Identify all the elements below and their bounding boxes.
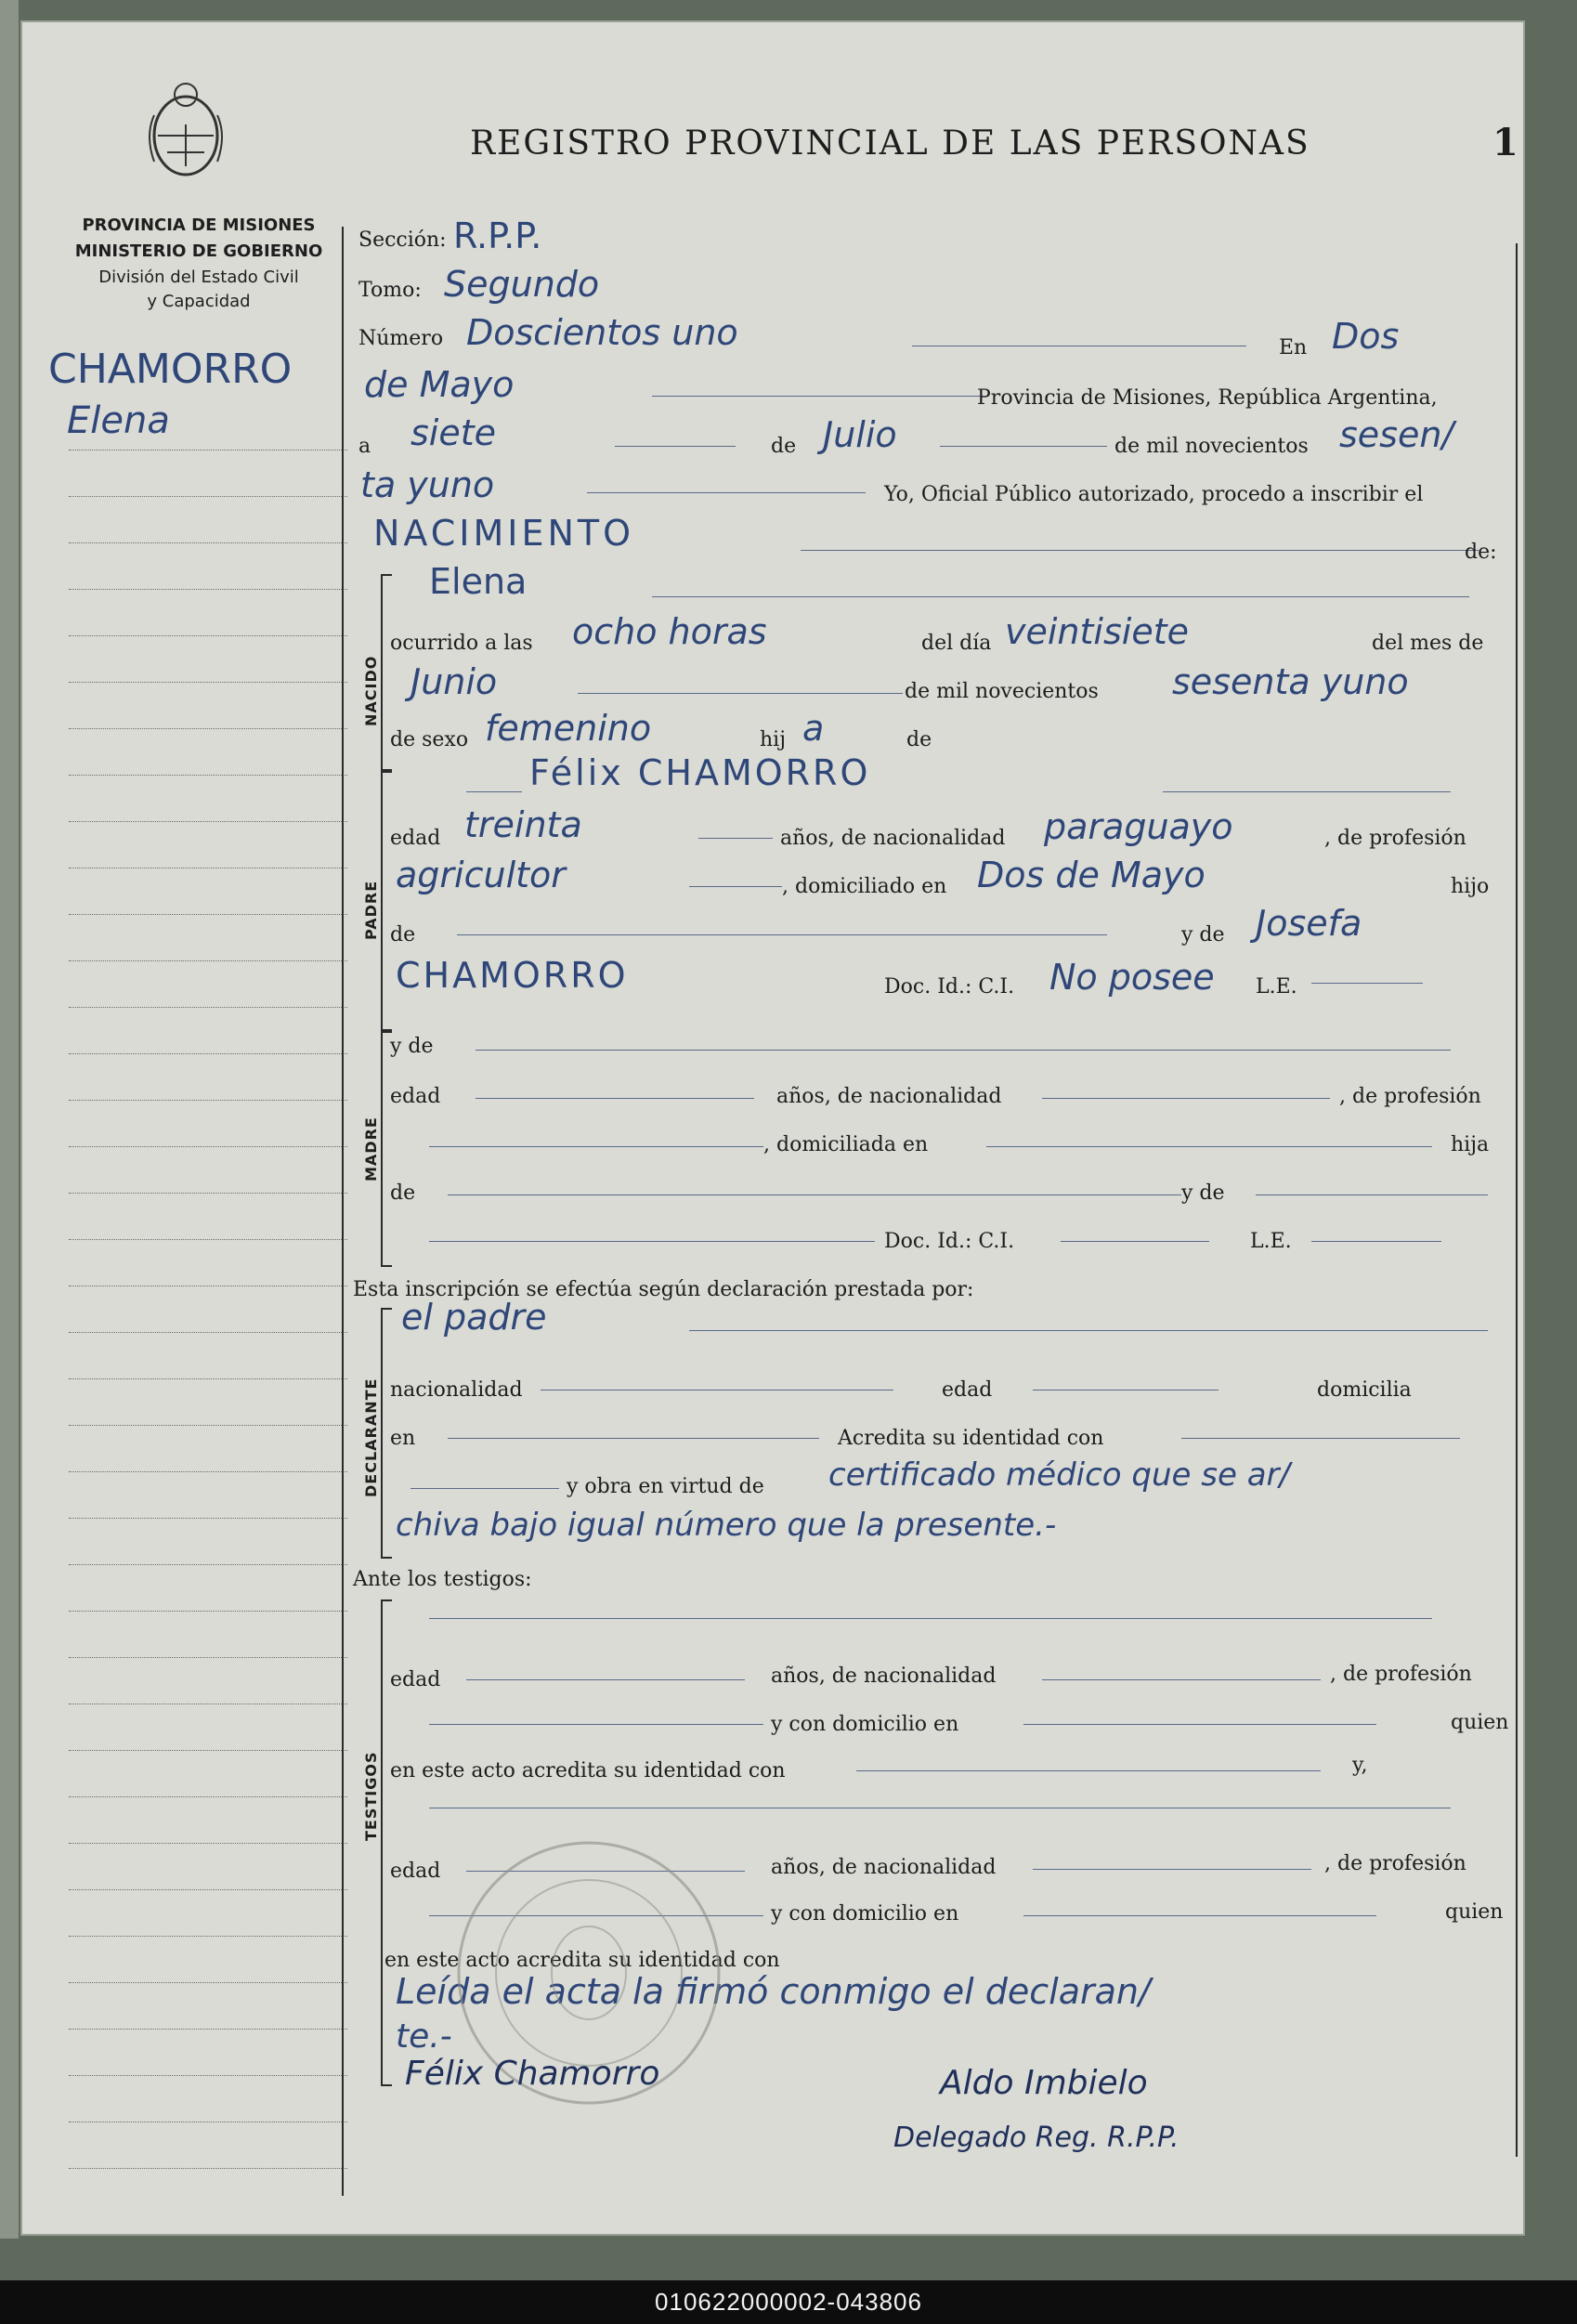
year-value-2: ta yuno: [360, 464, 495, 505]
padre-hijo-label: hijo: [1451, 875, 1490, 898]
testigos-domicilio-label: y con domicilio en: [771, 1713, 959, 1736]
org-division: División del Estado Civil: [98, 268, 299, 287]
margin-surname: CHAMORRO: [48, 346, 293, 393]
madre-domiciliada-label: , domiciliada en: [763, 1133, 929, 1156]
padre-nacionalidad-label: años, de nacionalidad: [780, 827, 1006, 850]
testigos-profesion-label-2: , de profesión: [1324, 1852, 1466, 1875]
hour-value: ocho horas: [572, 611, 767, 652]
declarante-acredita-label: Acredita su identidad con: [838, 1427, 1104, 1450]
padre-profesion-value: agricultor: [396, 855, 566, 895]
testigos-edad-label: edad: [390, 1668, 441, 1691]
sexo-value: femenino: [485, 708, 652, 749]
tomo-label: Tomo:: [358, 279, 422, 302]
oficial-text: Yo, Oficial Público autorizado, procedo a inscribir el: [884, 483, 1424, 506]
de-colon-label: de:: [1465, 541, 1497, 564]
declarante-en-label: en: [390, 1427, 416, 1450]
padre-doc-value: No posee: [1049, 957, 1215, 998]
hij-label: hij: [760, 728, 787, 751]
numero-label: Número: [358, 327, 444, 350]
padre-le-label: L.E.: [1256, 975, 1297, 999]
declarante-obra-label: y obra en virtud de: [567, 1475, 764, 1498]
declarante-domicilia-label: domicilia: [1317, 1378, 1412, 1402]
declarante-nacionalidad-label: nacionalidad: [390, 1378, 523, 1402]
padre-y-de-label: y de: [1181, 923, 1225, 947]
nacido-de-label: de: [906, 728, 932, 751]
madre-nacionalidad-label: años, de nacionalidad: [776, 1085, 1002, 1108]
testigos-acredita-label-2: en este acto acredita su identidad con: [384, 1949, 780, 1972]
seccion-value: R.P.P.: [453, 215, 542, 256]
year-prefix: de mil novecientos: [1114, 435, 1309, 458]
image-id-footer: 010622000002-043806: [0, 2280, 1577, 2324]
nacido-name: Elena: [429, 561, 528, 602]
seccion-label: Sección:: [358, 228, 447, 252]
testigos-profesion-label: , de profesión: [1330, 1663, 1472, 1686]
declarante-obra-value-1: certificado médico que se ar/: [828, 1456, 1290, 1494]
declarante-edad-label: edad: [942, 1378, 993, 1402]
org-ministry: MINISTERIO DE GOBIERNO: [74, 242, 323, 261]
place-value-1: Dos: [1332, 316, 1400, 357]
nacido-section-label: NACIDO: [362, 655, 380, 726]
padre-bracket: [381, 769, 392, 1031]
padre-name: Félix CHAMORRO: [529, 752, 871, 793]
padre-edad-label: edad: [390, 827, 441, 850]
padre-nacionalidad-value: paraguayo: [1044, 806, 1233, 847]
nacido-year-prefix: de mil novecientos: [905, 680, 1099, 703]
madre-edad-label: edad: [390, 1085, 441, 1108]
padre-domiciliado-label: , domiciliado en: [782, 875, 947, 898]
madre-y-de-label: y de: [390, 1035, 434, 1058]
madre-hija-label: hija: [1451, 1133, 1490, 1156]
declarante-value: el padre: [401, 1297, 547, 1338]
madre-bracket: [381, 1031, 392, 1267]
testigos-intro: Ante los testigos:: [353, 1568, 532, 1591]
padre-doc-label: Doc. Id.: C.I.: [884, 975, 1015, 999]
province-text: Provincia de Misiones, República Argentina,: [977, 386, 1438, 410]
madre-profesion-label: , de profesión: [1339, 1085, 1481, 1108]
padre-section-label: PADRE: [362, 880, 380, 940]
hij-value: a: [802, 708, 825, 749]
nacido-day-value: veintisiete: [1005, 611, 1189, 652]
place-value-2: de Mayo: [364, 364, 515, 405]
margin-given-name: Elena: [67, 399, 170, 442]
ocurrido-label: ocurrido a las: [390, 632, 533, 655]
page-edge: [0, 0, 19, 2239]
closing-line-2: te.-: [396, 2017, 452, 2056]
page-title: REGISTRO PROVINCIAL DE LAS PERSONAS: [470, 124, 1310, 163]
closing-line-1: Leída el acta la firmó conmigo el declaran/: [396, 1971, 1151, 2012]
testigos-y-label: y,: [1352, 1754, 1368, 1777]
testigos-section-label: TESTIGOS: [362, 1751, 380, 1841]
declarante-intro: Esta inscripción se efectúa según declaración prestada por:: [353, 1278, 974, 1301]
del-dia-label: del día: [921, 632, 992, 655]
padre-domicilio-value: Dos de Mayo: [977, 855, 1206, 895]
padre-de-label: de: [390, 923, 416, 947]
testigos-domicilio-label-2: y con domicilio en: [771, 1902, 959, 1926]
signature-official: Aldo Imbielo: [940, 2064, 1148, 2102]
register-page: [20, 20, 1525, 2236]
month-value: Julio: [823, 414, 897, 455]
numero-value: Doscientos uno: [466, 312, 738, 353]
tomo-value: Segundo: [444, 264, 600, 305]
right-frame-line: [1516, 243, 1518, 2157]
testigos-edad-label-2: edad: [390, 1860, 441, 1883]
page-number: 1: [1492, 121, 1518, 164]
en-label: En: [1279, 336, 1308, 359]
testigos-acredita-label: en este acto acredita su identidad con: [390, 1759, 786, 1782]
declarante-obra-value-2: chiva bajo igual número que la presente.-: [396, 1507, 1057, 1544]
padre-apellido: CHAMORRO: [396, 955, 629, 996]
sexo-label: de sexo: [390, 728, 469, 751]
testigos-nacionalidad-label: años, de nacionalidad: [771, 1665, 997, 1688]
signature-official-title: Delegado Reg. R.P.P.: [893, 2122, 1179, 2154]
del-mes-label: del mes de: [1372, 632, 1484, 655]
madre-section-label: MADRE: [362, 1116, 380, 1182]
a-label: a: [358, 435, 371, 458]
madre-de-label: de: [390, 1182, 416, 1205]
madre-le-label: L.E.: [1250, 1230, 1292, 1253]
nacido-month-value: Junio: [411, 661, 498, 702]
signature-declarante: Félix Chamorro: [405, 2055, 660, 2093]
org-province: PROVINCIA DE MISIONES: [82, 215, 316, 235]
org-division-2: y Capacidad: [147, 292, 251, 311]
padre-edad-value: treinta: [464, 804, 582, 845]
declarante-section-label: DECLARANTE: [362, 1377, 380, 1497]
madre-y-de-label-2: y de: [1181, 1182, 1225, 1205]
act-type: NACIMIENTO: [373, 513, 635, 554]
coat-of-arms-icon: [139, 78, 232, 180]
madre-doc-label: Doc. Id.: C.I.: [884, 1230, 1015, 1253]
day-value: siete: [411, 412, 497, 453]
padre-madre-name: Josefa: [1256, 903, 1362, 944]
testigos-nacionalidad-label-2: años, de nacionalidad: [771, 1856, 997, 1879]
left-frame-line: [342, 227, 344, 2196]
testigos-quien-label-2: quien: [1445, 1900, 1504, 1924]
nacido-year-value: sesenta yuno: [1172, 661, 1409, 702]
padre-profesion-label: , de profesión: [1324, 827, 1466, 850]
year-value-1: sesen/: [1339, 414, 1454, 455]
testigos-quien-label: quien: [1451, 1711, 1509, 1734]
de-label: de: [771, 435, 797, 458]
